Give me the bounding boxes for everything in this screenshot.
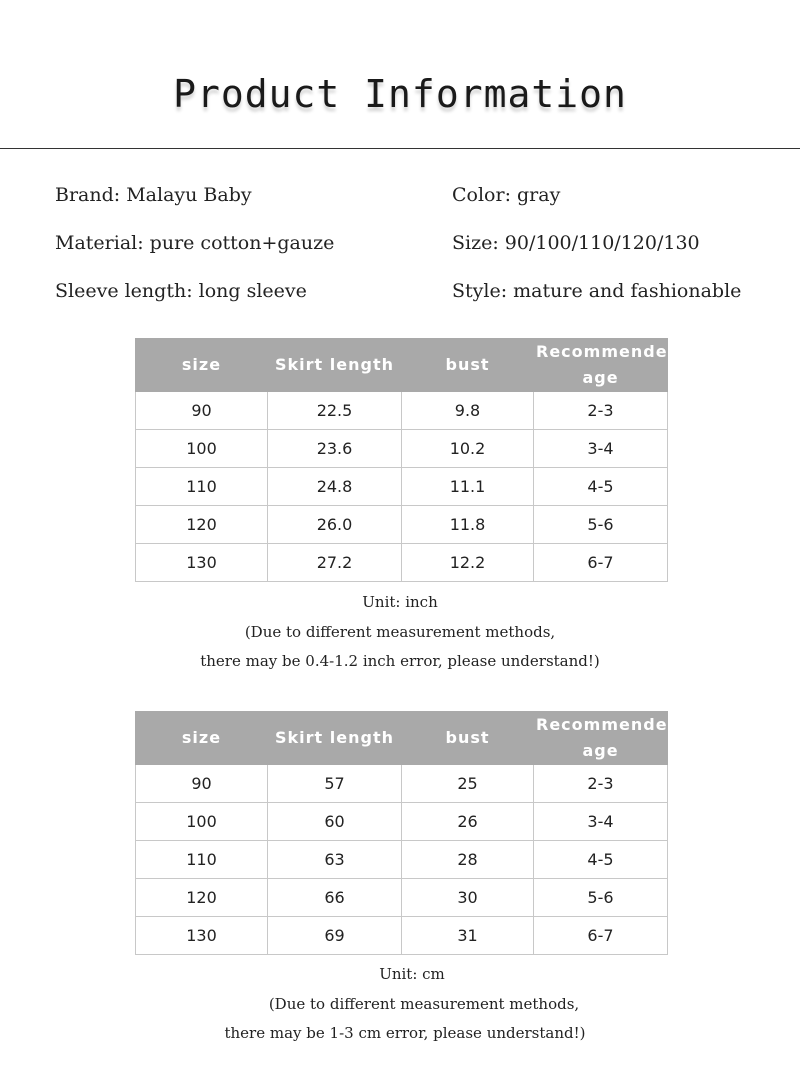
sleeve-text: Sleeve length: long sleeve xyxy=(55,280,307,302)
cell-age: 5-6 xyxy=(534,879,668,917)
cell-age: 5-6 xyxy=(534,506,668,544)
cell-age: 6-7 xyxy=(534,917,668,955)
size-table-inch xyxy=(135,338,680,582)
header-bust: bust xyxy=(402,339,534,392)
cell-age: 4-5 xyxy=(534,468,668,506)
material-text: Material: pure cotton+gauze xyxy=(55,232,335,254)
table-header-row xyxy=(136,339,668,392)
cell-age: 4-5 xyxy=(534,841,668,879)
cell-age: 3-4 xyxy=(534,430,668,468)
cell-size: 90 xyxy=(136,392,268,430)
table-row xyxy=(136,392,668,430)
cell-bust: 9.8 xyxy=(402,392,534,430)
table-row xyxy=(136,544,668,582)
table-row xyxy=(136,803,668,841)
cell-age: 3-4 xyxy=(534,803,668,841)
table-row xyxy=(136,430,668,468)
cell-bust: 25 xyxy=(402,765,534,803)
header-skirt-length: Skirt length xyxy=(268,339,402,392)
cell-size: 110 xyxy=(136,468,268,506)
cell-age: 6-7 xyxy=(534,544,668,582)
style-text: Style: mature and fashionable xyxy=(452,280,742,302)
cell-skirt-length: 26.0 xyxy=(268,506,402,544)
cell-skirt-length: 57 xyxy=(268,765,402,803)
table-row xyxy=(136,765,668,803)
cell-bust: 12.2 xyxy=(402,544,534,582)
cell-bust: 11.1 xyxy=(402,468,534,506)
measurement-note-line2: there may be 1-3 cm error, please understand!) xyxy=(224,1024,586,1042)
cell-size: 100 xyxy=(136,430,268,468)
header-recommended-age: Recommended age xyxy=(534,712,668,765)
cell-size: 110 xyxy=(136,841,268,879)
size-table-cm xyxy=(135,711,680,955)
cell-size: 120 xyxy=(136,506,268,544)
header-bust: bust xyxy=(402,712,534,765)
cell-bust: 28 xyxy=(402,841,534,879)
cell-bust: 30 xyxy=(402,879,534,917)
table-row xyxy=(136,841,668,879)
measurement-note-line2: there may be 0.4-1.2 inch error, please understand!) xyxy=(200,652,600,670)
cell-age: 2-3 xyxy=(534,392,668,430)
table-row xyxy=(136,879,668,917)
table-row xyxy=(136,917,668,955)
unit-label-cm: Unit: cm xyxy=(379,965,445,983)
cell-bust: 26 xyxy=(402,803,534,841)
cell-skirt-length: 22.5 xyxy=(268,392,402,430)
cell-bust: 31 xyxy=(402,917,534,955)
cell-skirt-length: 66 xyxy=(268,879,402,917)
table-row xyxy=(136,468,668,506)
cell-size: 130 xyxy=(136,544,268,582)
cell-skirt-length: 60 xyxy=(268,803,402,841)
header-size: size xyxy=(136,712,268,765)
color-text: Color: gray xyxy=(452,184,561,206)
cell-skirt-length: 63 xyxy=(268,841,402,879)
cell-size: 130 xyxy=(136,917,268,955)
header-recommended-age: Recommended age xyxy=(534,339,668,392)
measurement-note-line1: (Due to different measurement methods, xyxy=(244,623,556,641)
unit-label-inch: Unit: inch xyxy=(362,593,438,611)
size-text: Size: 90/100/110/120/130 xyxy=(452,232,700,254)
cell-size: 120 xyxy=(136,879,268,917)
cell-skirt-length: 23.6 xyxy=(268,430,402,468)
cell-skirt-length: 69 xyxy=(268,917,402,955)
cell-bust: 11.8 xyxy=(402,506,534,544)
measurement-note-line1: (Due to different measurement methods, xyxy=(268,995,580,1013)
cell-size: 90 xyxy=(136,765,268,803)
cell-age: 2-3 xyxy=(534,765,668,803)
header-size: size xyxy=(136,339,268,392)
cell-size: 100 xyxy=(136,803,268,841)
cell-bust: 10.2 xyxy=(402,430,534,468)
page-title: Product Information xyxy=(173,72,627,116)
header-skirt-length: Skirt length xyxy=(268,712,402,765)
cell-skirt-length: 27.2 xyxy=(268,544,402,582)
table-header-row xyxy=(136,712,668,765)
title-divider xyxy=(0,148,800,149)
brand-text: Brand: Malayu Baby xyxy=(55,184,252,206)
table-row xyxy=(136,506,668,544)
cell-skirt-length: 24.8 xyxy=(268,468,402,506)
product-info-section xyxy=(0,178,800,318)
